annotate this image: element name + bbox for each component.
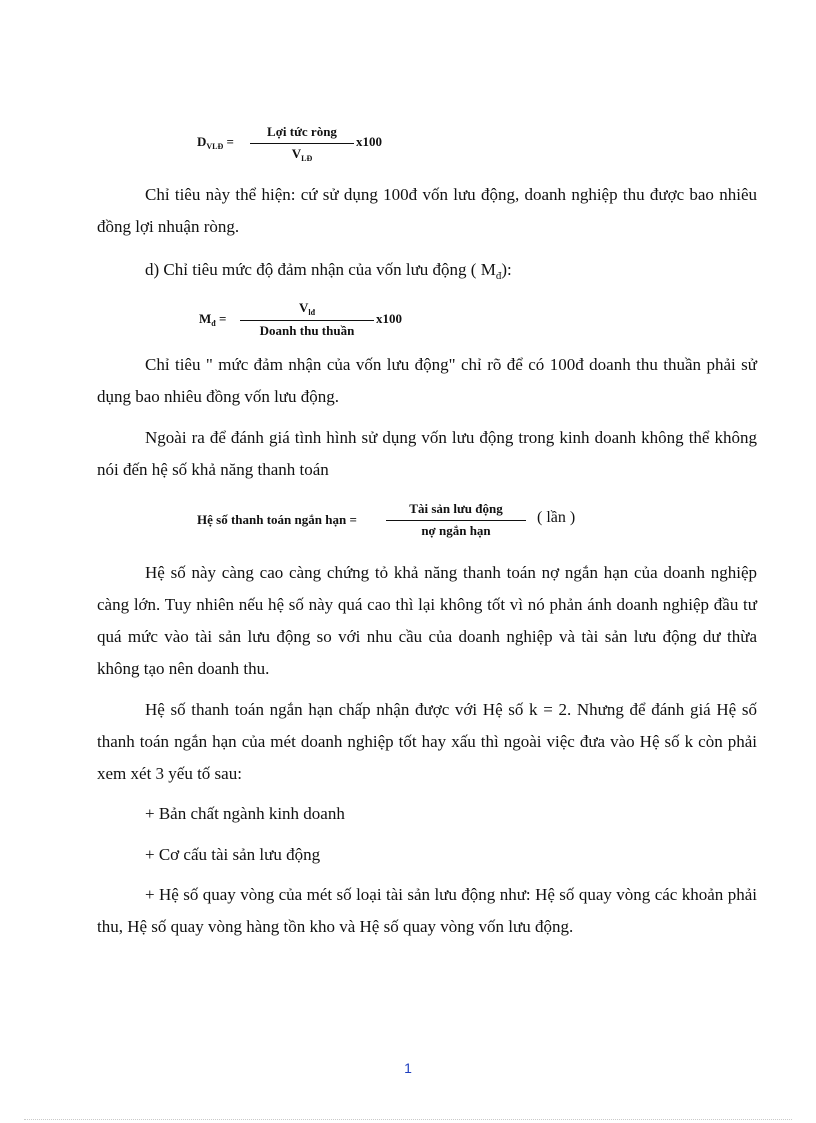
formula-dvld-label <box>197 134 234 151</box>
formula-dvld-symbol-sub: VLĐ <box>206 142 224 151</box>
page-number: 1 <box>404 1060 412 1076</box>
heading-md-end: ): <box>501 260 512 279</box>
formula-md-numerator <box>240 300 374 317</box>
list-item-asset-structure: + Cơ cấu tài sản lưu động <box>145 845 321 864</box>
formula-short-term-label: Hệ số thanh toán ngắn hạn = <box>197 512 357 527</box>
formula-md-multiplier: x100 <box>376 311 402 326</box>
formula-dvld-multiplier: x100 <box>356 134 382 149</box>
formula-dvld-numerator: Lợi tức ròng <box>267 124 337 139</box>
formula-md-equals: = <box>218 311 227 326</box>
formula-md-denominator: Doanh thu thuần <box>259 323 355 338</box>
page-bottom-border <box>24 1119 792 1120</box>
formula-dvld-fraction <box>250 124 354 163</box>
fraction-bar <box>240 320 374 321</box>
formula-short-term-numerator: Tài sản lưu động <box>409 501 503 516</box>
formula-short-term-unit: ( lần ) <box>537 509 576 526</box>
formula-short-term-denominator: nợ ngắn hạn <box>421 523 491 538</box>
formula-md-symbol-sub: đ <box>211 319 216 328</box>
formula-md-label <box>199 311 226 328</box>
paragraph-acceptable-ratio: Hệ số thanh toán ngắn hạn chấp nhận được với Hệ số k = 2. Nhưng để đánh giá Hệ số thanh toán ngắn hạn của mét doanh nghiệp tốt hay xấu thì ngoài việc đưa vào Hệ số k còn phải xem xét 3 yếu tố sau: <box>97 700 757 783</box>
heading-md-sub: đ <box>495 270 502 282</box>
heading-md-text: d) Chỉ tiêu mức độ đảm nhận của vốn lưu động ( M <box>145 260 496 279</box>
formula-dvld-denominator-sub: LĐ <box>301 154 313 163</box>
list-item-turnover: + Hệ số quay vòng của mét số loại tài sản lưu động như: Hệ số quay vòng các khoản phải thu, Hệ số quay vòng hàng tồn kho và Hệ số quay vòng vốn lưu động. <box>97 885 757 936</box>
fraction-bar <box>250 143 354 144</box>
paragraph-md-explanation: Chỉ tiêu " mức đảm nhận của vốn lưu động" chỉ rõ để có 100đ doanh thu thuần phải sử dụng bao nhiêu đồng vốn lưu động. <box>97 355 757 406</box>
formula-dvld-equals: = <box>226 134 234 149</box>
paragraph-dvld-explanation: Chỉ tiêu này thể hiện: cứ sử dụng 100đ vốn lưu động, doanh nghiệp thu được bao nhiêu đồng lợi nhuận ròng. <box>97 185 757 236</box>
formula-md-symbol: M <box>199 311 212 326</box>
formula-dvld-denominator <box>250 146 354 163</box>
paragraph-liquidity-intro: Ngoài ra để đánh giá tình hình sử dụng vốn lưu động trong kinh doanh không thể không nói đến hệ số khả năng thanh toán <box>97 428 757 479</box>
paragraph-ratio-meaning: Hệ số này càng cao càng chứng tỏ khả năng thanh toán nợ ngắn hạn của doanh nghiệp càng lớn. Tuy nhiên nếu hệ số này quá cao thì lại không tốt vì nó phản ánh doanh nghiệp đầu tư quá mức vào tài sản lưu động so với nhu cầu của doanh nghiệp và tài sản lưu động dư thừa không tạo nên doanh thu. <box>97 563 757 678</box>
list-item-industry: + Bản chất ngành kinh doanh <box>145 804 345 823</box>
formula-short-term-fraction <box>386 501 526 539</box>
formula-md-fraction <box>240 300 374 339</box>
formula-md-numerator-sub: lđ <box>308 308 316 317</box>
formula-dvld-symbol: D <box>197 134 207 149</box>
formula-md-numerator-symbol: V <box>298 300 309 315</box>
formula-dvld-denominator-symbol: V <box>291 146 302 161</box>
fraction-bar <box>386 520 526 521</box>
heading-md <box>97 254 757 292</box>
